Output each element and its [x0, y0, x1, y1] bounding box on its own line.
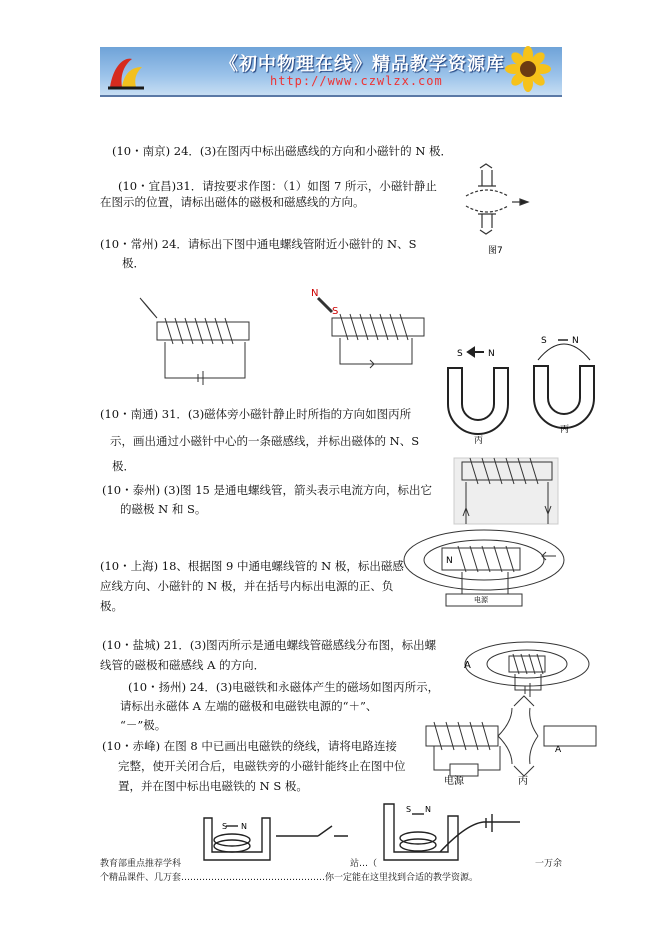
- question-yangzhou-line2: 请标出永磁体 A 左端的磁极和电磁铁电源的“＋”、: [120, 699, 378, 713]
- label-power-yangzhou: 电源: [444, 776, 464, 787]
- question-nantong-line1: (10・南通) 31．(3)磁体旁小磁针静止时所指的方向如图丙所: [100, 407, 412, 421]
- question-chifeng-line1: (10・赤峰) 在图 8 中已画出电磁铁的绕线，请将电路连接: [102, 739, 397, 753]
- label-S: S: [457, 349, 463, 359]
- figure-taizhou-solenoid: [454, 458, 558, 524]
- figure-yangzhou-electromagnet: [426, 696, 596, 776]
- label-A-yangzhou: A: [555, 745, 562, 755]
- figure-changzhou-solenoid-left: [140, 298, 249, 385]
- label-N-chifeng2: N: [425, 805, 431, 814]
- question-shanghai-line3: 极。: [100, 599, 123, 613]
- figure-nantong-u-magnet-right: [534, 340, 594, 428]
- figure-7-magnets: [466, 164, 528, 234]
- banner-title: 《初中物理在线》精品教学资源库: [220, 54, 505, 75]
- footer-line1-right: 一万余: [535, 859, 563, 869]
- footer-line1-mid: 站…（: [350, 859, 378, 869]
- figure-shanghai-solenoid: [404, 530, 564, 606]
- label-N-red: N: [311, 288, 319, 299]
- figure-chifeng-right: [384, 804, 520, 860]
- question-yichang-line1: (10・宜昌)31．请按要求作图：（1）如图 7 所示，小磁针静止: [118, 179, 437, 193]
- label-bing-yangzhou: 丙: [518, 776, 528, 787]
- figure-yancheng-field: [465, 642, 589, 697]
- label-bing-right: 丙: [560, 425, 570, 435]
- footer-line1-left: 教育部重点推荐学科: [100, 859, 182, 869]
- label-N-shanghai: N: [446, 556, 453, 566]
- label-S-2: S: [541, 336, 547, 346]
- question-yichang-line2: 在图示的位置，请标出磁体的磁极和磁感线的方向。: [100, 195, 365, 209]
- label-power-box: 电源: [474, 596, 488, 604]
- label-A-yancheng: A: [464, 660, 471, 671]
- label-S-chifeng1: S: [222, 822, 228, 831]
- label-N-2: N: [572, 336, 579, 346]
- question-chifeng-line2: 完整，使开关闭合后，电磁铁旁的小磁针能终止在图中位: [118, 759, 406, 773]
- footer-line2: 个精品课件、几万套…………………………………………你一定能在这里找到合适的教学资源。: [100, 873, 479, 883]
- label-S-chifeng2: S: [406, 805, 412, 814]
- question-changzhou-line2: 极．: [122, 256, 145, 270]
- question-nantong-line3: 极．: [112, 459, 135, 473]
- label-N: N: [488, 349, 495, 359]
- figure-7-caption: 图7: [488, 246, 503, 256]
- label-S-red: S: [332, 306, 339, 317]
- question-yangzhou-line1: (10・扬州) 24．(3)电磁铁和永磁体产生的磁场如图丙所示，: [128, 680, 440, 694]
- question-yancheng-line1: (10・盐城) 21．(3)图丙所示是通电螺线管磁感线分布图，标出螺: [102, 638, 437, 652]
- question-nantong-line2: 示，画出通过小磁针中心的一条磁感线，并标出磁体的 N、S: [110, 434, 420, 448]
- question-taizhou-line2: 的磁极 N 和 S。: [120, 502, 207, 516]
- question-changzhou-line1: (10・常州) 24．请标出下图中通电螺线管附近小磁针的 N、S: [100, 237, 417, 251]
- figure-nantong-u-magnet-left: [448, 348, 508, 434]
- question-shanghai-line2: 应线方向、小磁针的 N 极，并在括号内标出电源的正、负: [100, 579, 394, 593]
- question-shanghai-line1: (10・上海) 18、根据图 9 中通电螺线管的 N 极，标出磁感: [100, 559, 404, 573]
- question-taizhou-line1: (10・泰州) (3)图 15 是通电螺线管，箭头表示电流方向，标出它: [102, 483, 432, 497]
- banner-url[interactable]: http://www.czwlzx.com: [270, 74, 443, 88]
- question-yancheng-line2: 线管的磁极和磁感线 A 的方向．: [100, 658, 266, 672]
- label-bing-left: 丙: [474, 436, 484, 446]
- question-yangzhou-line3: “－”极。: [120, 718, 167, 732]
- question-chifeng-line3: 置，并在图中标出电磁铁的 N S 极。: [118, 779, 308, 793]
- label-N-chifeng1: N: [241, 822, 247, 831]
- question-nanjing: (10・南京) 24．(3)在图丙中标出磁感线的方向和小磁针的 N 极．: [112, 144, 453, 158]
